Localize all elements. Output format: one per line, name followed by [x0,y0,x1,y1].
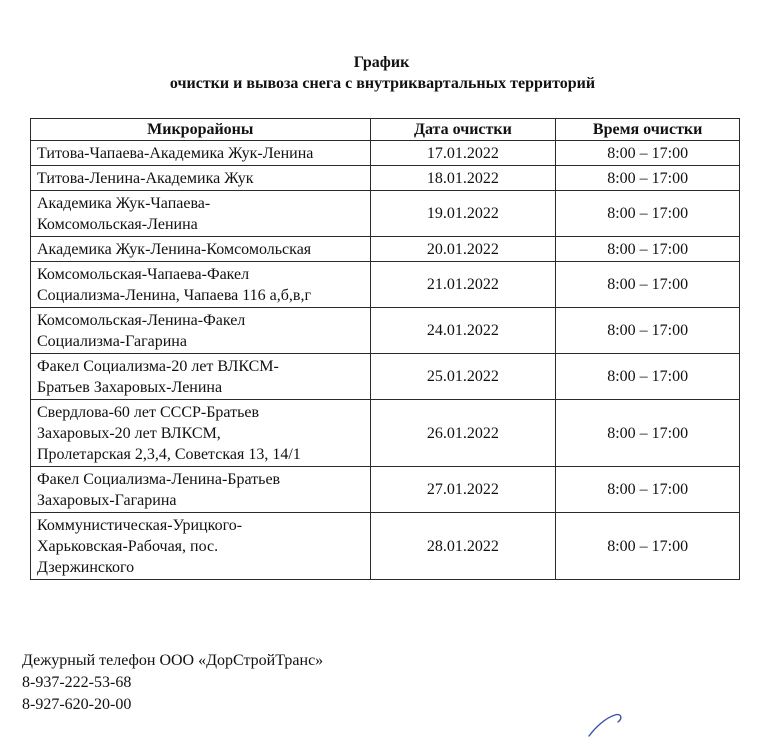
cell-time: 8:00 – 17:00 [556,191,740,237]
table-row [31,141,740,166]
signature-stroke [589,715,621,736]
cell-time: 8:00 – 17:00 [556,262,740,308]
column-header-time: Время очистки [556,119,740,141]
table-row [31,467,740,513]
signature-mark [585,712,625,737]
cell-date: 18.01.2022 [370,166,556,191]
table-row [31,191,740,237]
cell-area: Титова-Чапаева-Академика Жук-Ленина [31,141,371,166]
schedule-table-body [31,141,740,580]
document-title-block [0,52,759,94]
table-header-row [31,119,740,141]
cell-area: Коммунистическая-Урицкого- Харьковская-Рабочая, пос. Дзержинского [31,513,371,580]
cell-date: 25.01.2022 [370,354,556,400]
cell-date: 17.01.2022 [370,141,556,166]
schedule-table [30,118,740,580]
cell-date: 24.01.2022 [370,308,556,354]
table-row [31,400,740,467]
cell-time: 8:00 – 17:00 [556,237,740,262]
cell-time: 8:00 – 17:00 [556,141,740,166]
cell-time: 8:00 – 17:00 [556,400,740,467]
document-subtitle: очистки и вывоза снега с внутриквартальных территорий [169,75,596,92]
phone-number-1: 8-937-222-53-68 [22,674,132,691]
cell-date: 28.01.2022 [370,513,556,580]
cell-area: Свердлова-60 лет СССР-Братьев Захаровых-20 лет ВЛКСМ, Пролетарская 2,3,4, Советская 13, 14/1 [31,400,371,467]
cell-date: 19.01.2022 [370,191,556,237]
table-row [31,308,740,354]
duty-phone-label: Дежурный телефон ООО «ДорСтройТранс» [22,652,324,669]
document-title: График [353,54,410,71]
table-row [31,237,740,262]
table-row [31,262,740,308]
cell-time: 8:00 – 17:00 [556,354,740,400]
phone-number-2: 8-927-620-20-00 [22,696,132,713]
column-header-area: Микрорайоны [31,119,371,141]
column-header-date: Дата очистки [370,119,556,141]
cell-time: 8:00 – 17:00 [556,513,740,580]
cell-date: 26.01.2022 [370,400,556,467]
cell-area: Титова-Ленина-Академика Жук [31,166,371,191]
cell-area: Факел Социализма-Ленина-Братьев Захаровых-Гагарина [31,467,371,513]
table-row [31,166,740,191]
cell-time: 8:00 – 17:00 [556,467,740,513]
cell-time: 8:00 – 17:00 [556,166,740,191]
cell-date: 20.01.2022 [370,237,556,262]
cell-area: Комсомольская-Ленина-Факел Социализма-Гагарина [31,308,371,354]
cell-date: 21.01.2022 [370,262,556,308]
contacts-block [22,650,323,716]
cell-area: Факел Социализма-20 лет ВЛКСМ- Братьев Захаровых-Ленина [31,354,371,400]
cell-area: Академика Жук-Ленина-Комсомольская [31,237,371,262]
cell-time: 8:00 – 17:00 [556,308,740,354]
cell-area: Комсомольская-Чапаева-Факел Социализма-Ленина, Чапаева 116 а,б,в,г [31,262,371,308]
cell-date: 27.01.2022 [370,467,556,513]
table-row [31,513,740,580]
cell-area: Академика Жук-Чапаева- Комсомольская-Ленина [31,191,371,237]
table-row [31,354,740,400]
